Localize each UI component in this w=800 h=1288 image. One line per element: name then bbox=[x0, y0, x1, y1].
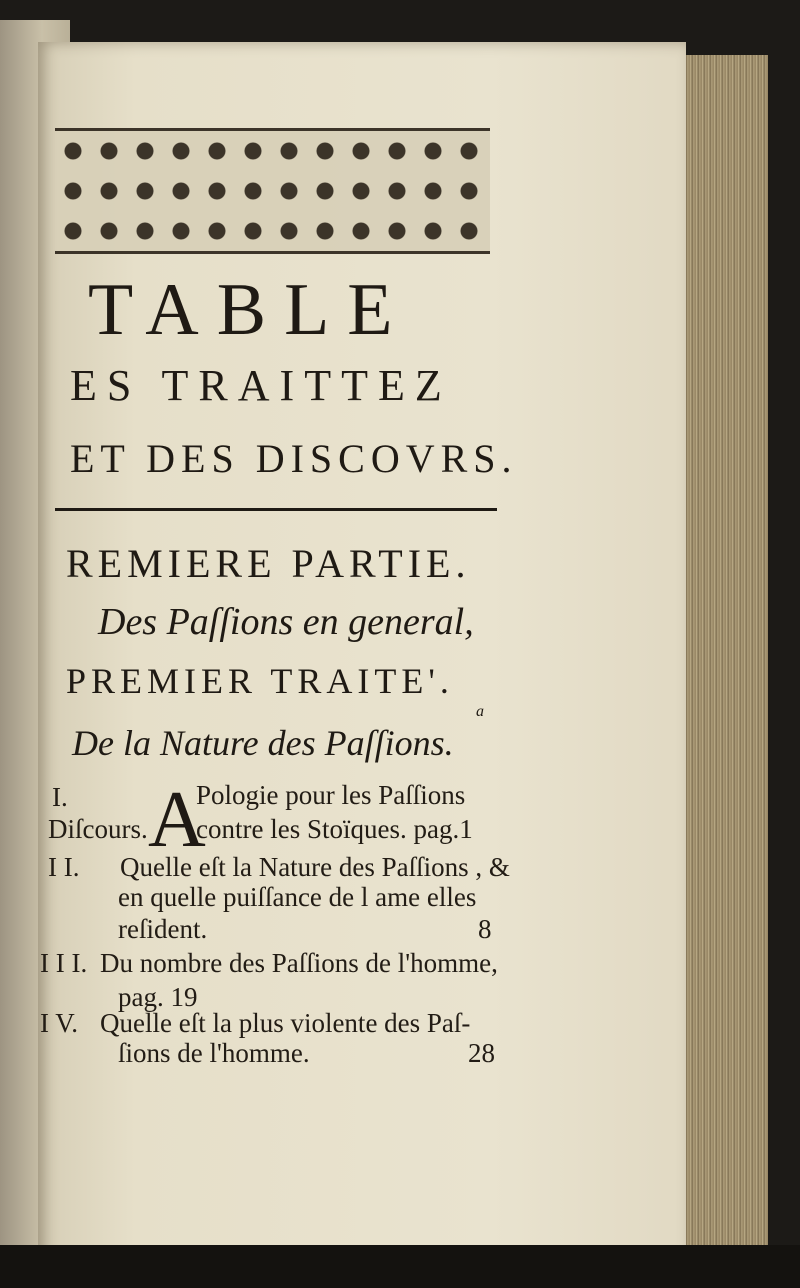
entry-4-number: I V. bbox=[40, 1008, 79, 1038]
entry-2-page: 8 bbox=[478, 914, 492, 944]
entry-2-line1: Quelle eſt la Nature des Paſſions , & bbox=[120, 852, 510, 882]
subtitle-line2: ET DES DISCOVRS. bbox=[70, 436, 518, 481]
entry-1-number: I. bbox=[52, 782, 68, 812]
entry-4-line2: ſions de l'homme. bbox=[118, 1038, 310, 1068]
part-heading: REMIERE PARTIE. bbox=[66, 541, 471, 586]
subtitle-line1: ES TRAITTEZ bbox=[70, 361, 452, 410]
signature-mark: a bbox=[476, 703, 484, 720]
entry-3-line1: Du nombre des Paſſions de l'homme, bbox=[100, 948, 498, 978]
entry-2-number: I I. bbox=[48, 852, 80, 882]
entry-4-page: 28 bbox=[468, 1038, 495, 1068]
entry-3-line2: pag. 19 bbox=[118, 982, 198, 1012]
treatise-subtitle: De la Nature des Paſſions. bbox=[72, 723, 454, 763]
entry-1-line3: contre les Stoïques. pag.1 bbox=[196, 814, 473, 844]
page-edges bbox=[686, 55, 768, 1260]
entry-1-line2: Diſcours. bbox=[48, 814, 148, 844]
entry-2-line2: en quelle puiſſance de l ame elles bbox=[118, 882, 477, 912]
entry-1-dropcap: A bbox=[148, 776, 206, 864]
decorative-ornament bbox=[55, 128, 490, 254]
treatise-heading: PREMIER TRAITE'. bbox=[66, 661, 454, 701]
entry-3-number: I I I. bbox=[40, 948, 88, 978]
horizontal-rule bbox=[55, 508, 497, 511]
entry-1-line1: Pologie pour les Paſſions bbox=[196, 780, 466, 810]
part-subtitle: Des Paſſions en general, bbox=[98, 601, 474, 643]
entry-2-line3: reſident. bbox=[118, 914, 208, 944]
page-title: TABLE bbox=[88, 269, 411, 351]
entry-4-line1: Quelle eſt la plus violente des Paſ- bbox=[100, 1008, 471, 1038]
bottom-shadow bbox=[0, 1245, 800, 1288]
